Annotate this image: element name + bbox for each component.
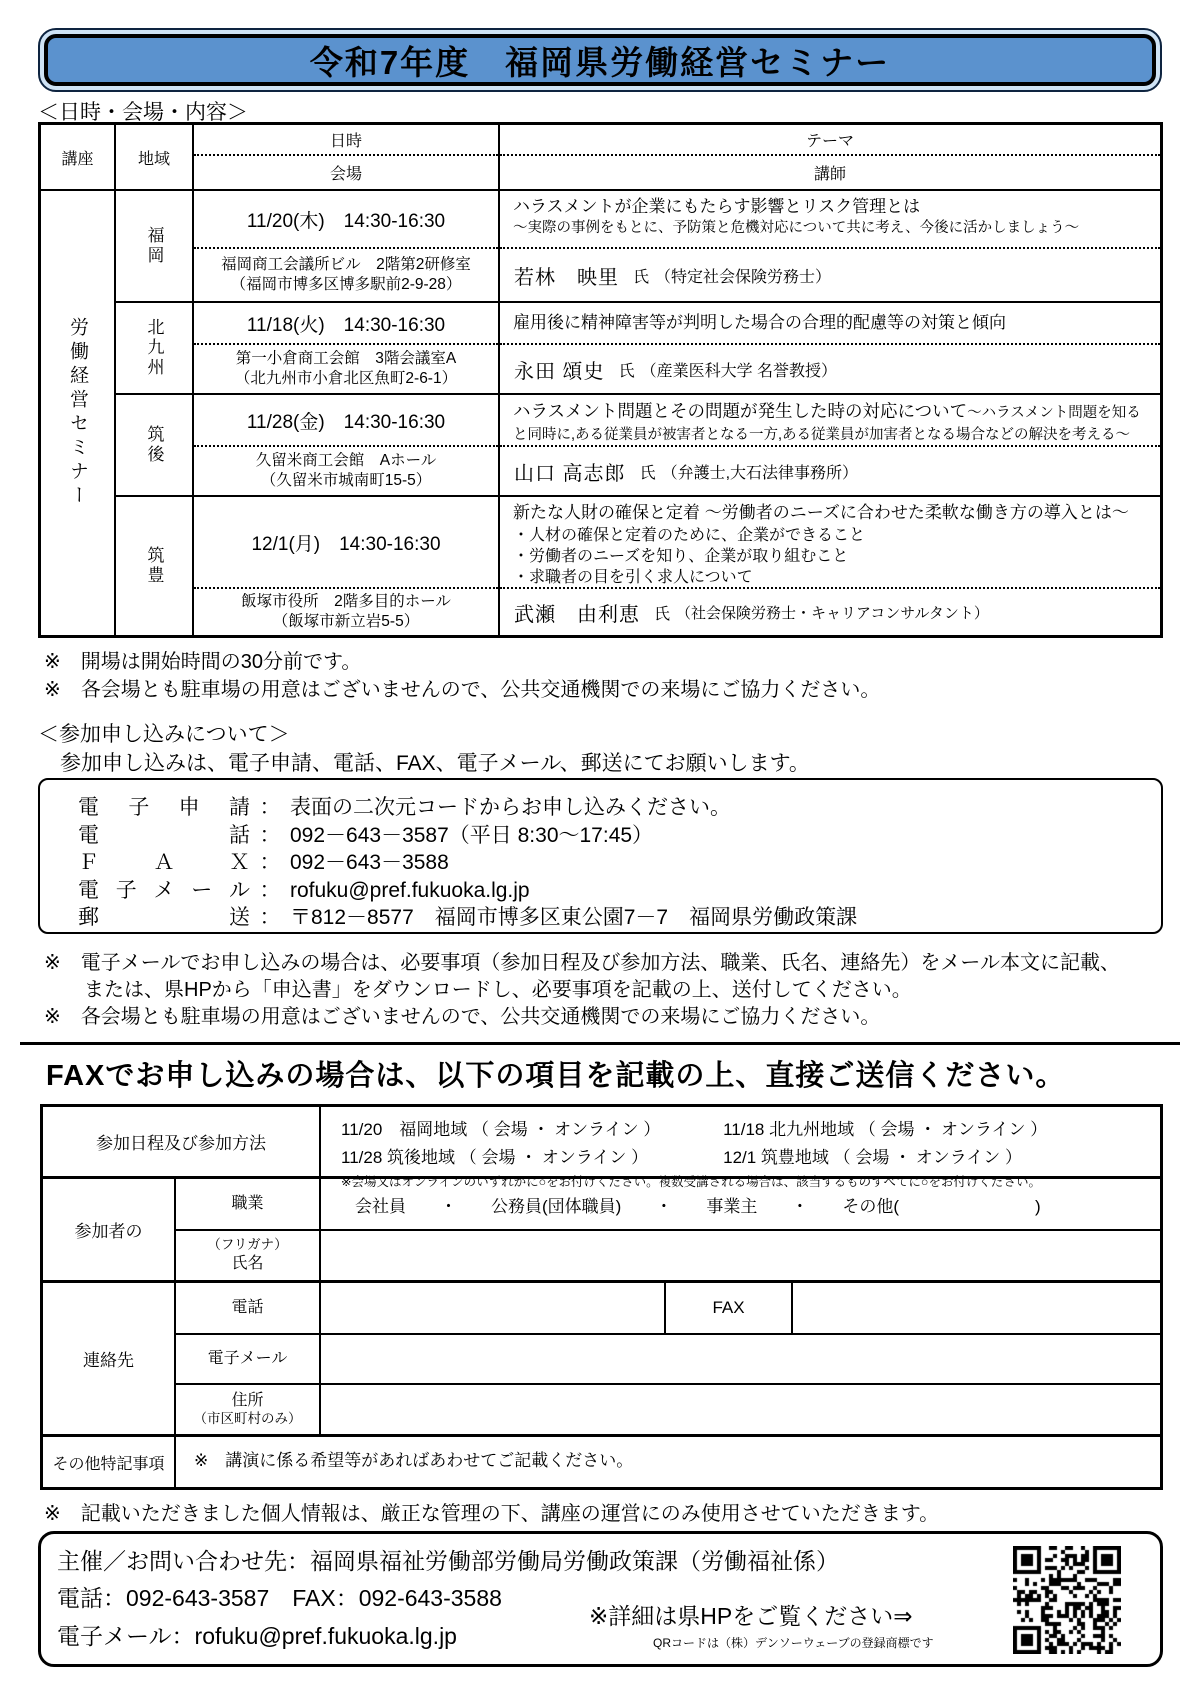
occupation-label: 職業 [176,1179,321,1229]
other-notes-text: ※ 講演に係る希望等があればあわせてご記載ください。 [194,1451,634,1470]
theme-bullet: ・求職者の目を引く求人について [513,569,753,587]
other-notes-label: その他特記事項 [43,1437,176,1487]
name-input-cell [321,1231,1160,1280]
privacy-note: ※ 記載いただきました個人情報は、厳正な管理の下、講座の運営にのみ使用させていただきます。 [44,1503,940,1525]
datetime-text: 11/20(木) 14:30-16:30 [194,191,498,249]
schedule-method-label: 参加日程及び参加方法 [43,1107,321,1176]
datetime-text: 11/28(金) 14:30-16:30 [194,395,498,447]
venue-address: （北九州市小倉北区魚町2-6-1） [234,370,458,387]
qr-trademark-note: QRコードは（株）デンソーウェーブの登録商標です [653,1636,934,1650]
course-vertical-label: 労働経営セミナー [67,317,88,509]
lecturer-honorific: 氏 [639,464,656,482]
header-lecturer-label: 講師 [813,166,846,183]
contact-row-email [78,874,1161,902]
address-sublabel: （市区町村のみ） [193,1411,302,1427]
email-label: 電子メール [176,1335,321,1383]
schedule-section-heading: ＜日時・会場・内容＞ [38,101,248,124]
form-row-name [176,1229,1160,1280]
contact-colon: ： [259,823,281,847]
schedule-note: ※ 各会場とも駐車場の用意はございませんので、公共交通機関での来場にご協力ください。 [44,679,881,701]
theme-bullet: ・人材の確保と定着のために、企業ができること [513,526,866,544]
contact-label: 電 子 申 請 [78,796,250,819]
apply-note: または、県HPから「申込書」をダウンロードし、必要事項を記載の上、送付してください。 [84,979,912,1001]
email-input-cell [321,1335,1160,1383]
furigana-label: （フリガナ） [207,1237,288,1253]
contact-colon: ： [259,851,281,874]
form-row-occupation [176,1179,1160,1229]
contact-row-fax [78,846,1161,874]
lecturer-title: （特定社会保険労務士） [655,268,832,286]
schedule-row-chikuho [116,495,1160,635]
page-title: 令和7年度 福岡県労働経営セミナー [309,43,891,81]
phone-input-cell [321,1283,666,1333]
fax-input-cell [793,1283,1160,1333]
form-row-other [43,1437,1160,1487]
contact-value: 092－643－3587（平日 8:30～17:45） [290,823,654,847]
schedule-row-fukuoka [116,191,1160,301]
form-group-contact [43,1283,1160,1437]
hp-note: ※詳細は県HPをご覧ください⇒ [589,1603,913,1629]
theme-bullet: ・労働者のニーズを知り、企業が取り組むこと [513,548,849,566]
schedule-notes [44,648,880,704]
form-row-address [176,1383,1160,1434]
fax-form-table [40,1104,1163,1490]
contact-row-eapp [78,791,1161,819]
apply-note: ※ 電子メールでお申し込みの場合は、必要事項（参加日程及び参加方法、職業、氏名、連絡先）をメール本文に記載、 [44,952,1120,974]
header-theme-label: テーマ [500,125,1160,156]
qr-code [1013,1546,1121,1654]
venue-name: 飯塚市役所 2階多目的ホール [241,592,451,610]
theme-sub-text: ～ハラスメント問題を知ると同時に,ある従業員が被害者となる一方,ある従業員が加害者となる場合などの解決を考える～ [513,405,1141,443]
participant-group-label: 参加者の [43,1179,176,1280]
organizer-line: 主催／お問い合わせ先：福岡県福祉労働部労働局労働政策課（労働福祉係） [57,1548,839,1574]
contact-methods-box [38,778,1163,934]
form-group-participant [43,1179,1160,1283]
phone-fax-line: 電話：092-643-3587 FAX：092-643-3588 [57,1585,502,1611]
region-label: 福岡 [144,226,164,266]
lecturer-name: 若林 映里 [514,266,619,289]
contact-label: 電 話 [78,823,250,847]
schedule-table-header [41,125,1160,191]
contact-row-phone [78,819,1161,847]
region-label: 筑後 [144,425,164,465]
lecturer-name: 山口 高志郎 [514,462,626,485]
schedule-option: 12/1 筑豊地域 （ 会場 ・ オンライン ） [723,1148,1023,1167]
datetime-text: 12/1(月) 14:30-16:30 [194,497,498,589]
apply-note: ※ 各会場とも駐車場の用意はございませんので、公共交通機関での来場にご協力ください。 [44,1006,881,1028]
contact-value: 表面の二次元コードからお申し込みください。 [290,796,731,819]
contact-value: 〒812－8577 福岡市博多区東公園7－7 福岡県労働政策課 [290,906,858,929]
schedule-option-note: ※会場又はオンラインのいずれかに○をお付けください。複数受講される場合は、該当するものすべてに○をお付けください。 [341,1175,1041,1189]
region-label: 筑豊 [144,546,164,586]
header-datetime-label: 日時 [194,125,498,156]
schedule-option: 11/20 福岡地域 （ 会場 ・ オンライン ） [341,1120,661,1139]
schedule-row-chikugo [116,393,1160,495]
lecturer-honorific: 氏 [618,362,635,380]
contact-label: 郵 送 [78,906,250,929]
form-row-schedule [43,1107,1160,1189]
contact-label: 電 子 メ ー ル [78,878,250,902]
address-label: 住所 [231,1392,264,1410]
lecturer-name: 武瀬 由利恵 [514,603,640,626]
venue-address: （飯塚市新立岩5-5） [272,613,420,630]
contact-colon: ： [259,796,281,819]
contact-row-mail [78,901,1161,929]
contact-value: rofuku@pref.fukuoka.lg.jp [290,878,530,902]
form-row-phone [176,1283,1160,1333]
contact-group-label: 連絡先 [43,1283,176,1434]
header-course-label: 講座 [41,125,116,189]
schedule-option: 11/28 筑後地域 （ 会場 ・ オンライン ） [341,1148,649,1167]
email-line: 電子メール：rofuku@pref.fukuoka.lg.jp [57,1623,457,1649]
fax-section-heading: FAXでお申し込みの場合は、以下の項目を記載の上、直接ご送信ください。 [46,1060,1066,1092]
occupation-options: 会社員 ・ 公務員(団体職員) ・ 事業主 ・ その他( ) [355,1196,1041,1216]
venue-name: 第一小倉商工会館 3階会議室A [235,349,457,367]
lecturer-name: 永田 頌史 [514,360,605,383]
contact-colon: ： [259,906,281,929]
region-label: 北九州 [144,318,164,378]
schedule-note: ※ 開場は開始時間の30分前です。 [44,651,362,673]
schedule-option: 11/18 北九州地域 （ 会場 ・ オンライン ） [723,1120,1048,1139]
venue-name: 久留米商工会館 Aホール [255,451,437,469]
schedule-table [38,122,1163,638]
form-row-email [176,1333,1160,1383]
contact-colon: ： [259,878,281,902]
lecturer-title: （社会保険労務士・キャリアコンサルタント） [676,604,989,622]
venue-address: （福岡市博多区博多駅前2-9-28） [230,276,462,293]
theme-main-text: 新たな人財の確保と定着 ～労働者のニーズに合わせた柔軟な働き方の導入とは～ [513,503,1129,522]
header-region-label: 地域 [116,125,194,189]
lecturer-honorific: 氏 [654,605,671,623]
schedule-row-kitakyushu [116,301,1160,393]
header-venue-label: 会場 [329,166,362,183]
contact-label: Ｆ Ａ Ｘ [78,851,250,874]
theme-main-text: 雇用後に精神障害等が判明した場合の合理的配慮等の対策と傾向 [513,312,1006,332]
title-banner [38,28,1162,92]
apply-section-heading: ＜参加申し込みについて＞ [38,723,290,746]
name-label: 氏名 [231,1254,264,1272]
section-divider-rule [20,1042,1180,1045]
lecturer-title: （弁護士,大石法律事務所） [661,464,859,482]
fax-label: FAX [666,1283,793,1333]
venue-address: （久留米市城南町15-5） [260,472,432,489]
apply-notes [44,950,1120,1031]
contact-value: 092－643－3588 [290,851,449,874]
theme-main-text: ハラスメントが企業にもたらす影響とリスク管理とは [513,197,921,216]
address-input-cell [321,1385,1160,1434]
footer-contact-box [38,1531,1163,1667]
theme-sub-text: ～実際の事例をもとに、予防策と危機対応について共に考え、今後に活かしましょう～ [513,219,1080,236]
phone-label: 電話 [176,1283,321,1333]
theme-main-text: ハラスメント問題とその問題が発生した時の対応について [513,401,968,421]
venue-name: 福岡商工会議所ビル 2階第2研修室 [221,255,471,273]
lecturer-honorific: 氏 [633,268,650,286]
apply-lead-text: 参加申し込みは、電子申請、電話、FAX、電子メール、郵送にてお願いします。 [60,752,810,775]
lecturer-title: （産業医科大学 名誉教授） [640,362,838,380]
datetime-text: 11/18(火) 14:30-16:30 [194,303,498,345]
